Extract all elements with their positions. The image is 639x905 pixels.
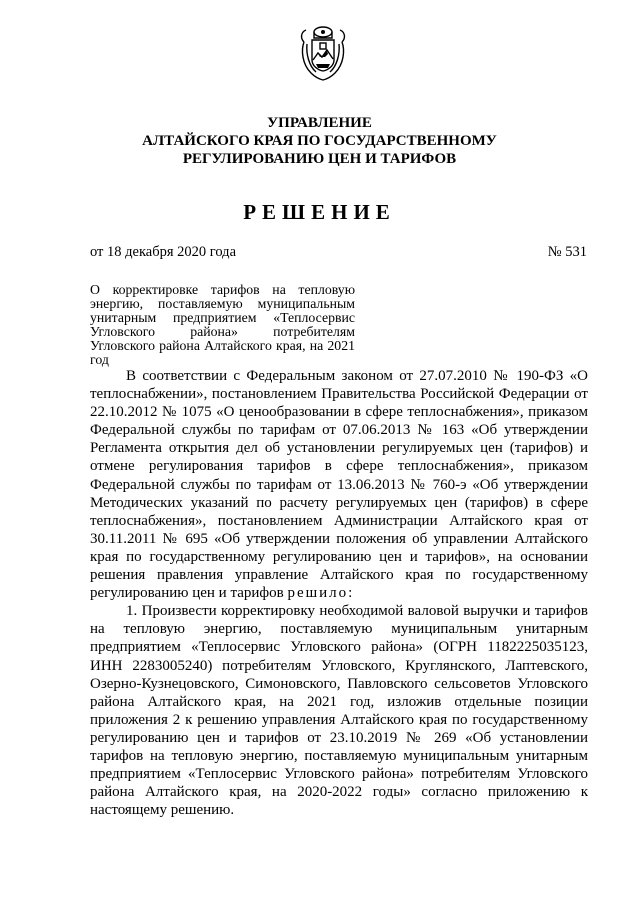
altai-krai-coat-of-arms-icon — [298, 24, 348, 82]
preamble-paragraph — [90, 367, 588, 602]
preamble-text: В соответствии с Федеральным законом от 27.07.2010 № 190-ФЗ «О теплоснабжении», постановлением Правительства Российской Федерации от 22.10.2012 № 1075 «О ценообразовании в сфере теплоснабжения», приказом Федеральной службы по тарифам от 07.06.2013 № 163 «Об утверждении Регламента открытия дел об установлении регулируемых цен (тарифов) и отмене регулирования тарифов в сфере теплоснабжения», приказом Федеральной службы по тарифам от 13.06.2013 № 760-э «Об утверждении Методических указаний по расчету регулируемых цен (тарифов) в сфере теплоснабжения», постановлением Администрации Алтайского края от 30.11.2011 № 695 «Об утверждении положения об управлении Алтайского края по государственному регулированию цен и тарифов», на основании решения правления управление Алтайского края по государственному регулированию цен и тарифов — [90, 368, 588, 602]
document-subject: О корректировке тарифов на тепловую энергию, поставляемую муниципальным унитарным предприятием «Теплосервис Угловского района» потребителям Угловского района Алтайского края, на 2021 год — [90, 282, 355, 367]
item-1-paragraph: 1. Произвести корректировку необходимой валовой выручки и тарифов на тепловую энергию, поставляемую муниципальным унитарным предприятием «Теплосервис Угловского района» (ОГРН 1182225035123, ИНН 2283005240) потребителям Угловского, Круглянского, Лаптевского, Озерно-Кузнецовского, Симоновского, Павловского сельсоветов Угловского района Алтайского края, на 2021 год, изложив отдельные позиции приложения 2 к решению управления Алтайского края по государственному регулированию цен и тарифов от 23.10.2019 № 269 «Об установлении тарифов на тепловую энергию, поставляемую муниципальным унитарным предприятием «Теплосервис Угловского района» потребителям Угловского района Алтайского края, на 2020-2022 годы» согласно приложению к настоящему решению. — [90, 603, 588, 819]
authority-line-3: РЕГУЛИРОВАНИЮ ЦЕН И ТАРИФОВ — [182, 151, 457, 167]
document-date: от 18 декабря 2020 года — [90, 244, 236, 260]
decided-word: решило: — [287, 585, 355, 602]
issuing-authority — [0, 114, 639, 168]
authority-line-1: УПРАВЛЕНИЕ — [267, 115, 372, 131]
document-type-title: РЕШЕНИЕ — [243, 200, 396, 224]
authority-line-2: АЛТАЙСКОГО КРАЯ ПО ГОСУДАРСТВЕННОМУ — [142, 133, 497, 149]
document-body — [90, 367, 588, 819]
document-number: № 531 — [547, 244, 587, 260]
